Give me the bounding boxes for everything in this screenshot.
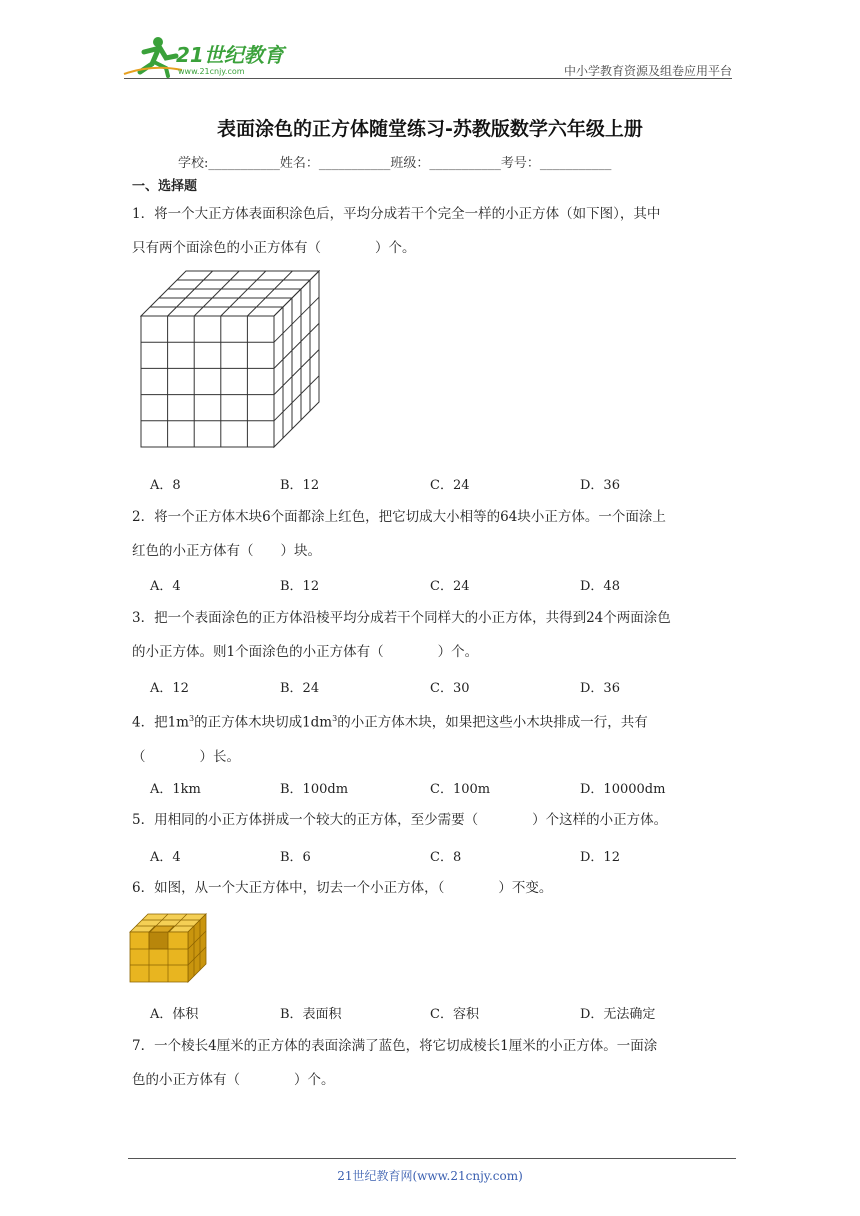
option-c[interactable]: C．24: [430, 579, 470, 594]
section-title: 一、选择题: [132, 179, 198, 194]
option-a[interactable]: A．4: [150, 579, 181, 594]
question-3: [132, 601, 732, 669]
option-c[interactable]: C．100m: [430, 782, 491, 797]
option-c[interactable]: C．8: [430, 850, 462, 865]
question-5: [132, 803, 732, 837]
question-text: 7．一个棱长4厘米的正方体的表面涂满了蓝色，将它切成棱长1厘米的小正方体。一面涂: [132, 1038, 658, 1054]
class-field: 班级：___________: [390, 156, 501, 171]
question-text: 红色的小正方体有（ ）块。: [132, 543, 321, 559]
option-a[interactable]: A．4: [150, 850, 181, 865]
question-text: 1．将一个大正方体表面积涂色后，平均分成若干个完全一样的小正方体（如下图），其中: [132, 206, 661, 222]
footer-text[interactable]: 21世纪教育网(www.21cnjy.com): [337, 1169, 523, 1183]
option-a[interactable]: A．1km: [150, 782, 201, 797]
header-divider: [124, 78, 732, 79]
question-2: [132, 500, 732, 568]
option-a[interactable]: A．体积: [150, 1007, 199, 1022]
option-d[interactable]: D．36: [580, 681, 620, 696]
platform-tagline: 中小学教育资源及组卷应用平台: [563, 64, 732, 78]
question-text: （ ）长。: [132, 748, 240, 765]
option-a[interactable]: A．12: [150, 681, 189, 696]
question-text: 6．如图，从一个大正方体中，切去一个小正方体，（ ）不变。: [132, 880, 553, 896]
question-text: 5．用相同的小正方体拼成一个较大的正方体，至少需要（ ）个这样的小正方体。: [132, 812, 668, 828]
option-c[interactable]: C．容积: [430, 1007, 479, 1022]
option-b[interactable]: B．表面积: [280, 1007, 342, 1022]
footer-divider: [128, 1158, 736, 1159]
question-text: 只有两个面涂色的小正方体有（ ）个。: [132, 240, 416, 256]
question-1: [132, 197, 732, 265]
option-d[interactable]: D．10000dm: [580, 782, 666, 797]
option-b[interactable]: B．100dm: [280, 782, 349, 797]
question-text: 3．把一个表面涂色的正方体沿棱平均分成若干个同样大的小正方体，共得到24个两面涂色: [132, 610, 671, 626]
logo-text: 21世纪教育: [176, 43, 284, 67]
school-field: 学校:___________: [178, 156, 280, 171]
question-6: [132, 871, 732, 905]
option-b[interactable]: B．12: [280, 579, 320, 594]
option-d[interactable]: D．12: [580, 850, 620, 865]
page-title: 表面涂色的正方体随堂练习-苏教版数学六年级上册: [217, 118, 643, 140]
student-info: [178, 152, 611, 171]
number-field: 考号：___________: [500, 156, 612, 171]
question-text: 的小正方体。则1个面涂色的小正方体有（ ）个。: [132, 644, 479, 660]
option-b[interactable]: B．12: [280, 478, 320, 493]
option-d[interactable]: D．48: [580, 579, 620, 594]
question-text: 色的小正方体有（ ）个。: [132, 1072, 335, 1088]
option-b[interactable]: B．6: [280, 850, 311, 865]
option-b[interactable]: B．24: [280, 681, 320, 696]
cube-grid-figure: [140, 270, 320, 454]
cut-cube-figure: [128, 912, 208, 988]
runner-icon: [124, 37, 182, 76]
option-d[interactable]: D．36: [580, 478, 620, 493]
logo-url: www.21cnjy.com: [178, 67, 245, 76]
option-c[interactable]: C．24: [430, 478, 470, 493]
question-4: [132, 702, 732, 774]
question-text: 2．将一个正方体木块6个面都涂上红色，把它切成大小相等的64块小正方体。一个面涂上: [132, 509, 666, 525]
question-7: [132, 1029, 732, 1097]
site-logo: [122, 34, 292, 80]
option-c[interactable]: C．30: [430, 681, 470, 696]
option-d[interactable]: D．无法确定: [580, 1007, 656, 1022]
option-a[interactable]: A．8: [150, 478, 181, 493]
name-field: 姓名：___________: [279, 156, 391, 171]
question-text: 4．把$1m^3$的正方体木块切成$1dm^3$的小正方体木块，如果把这些小木块排成一行，共有: [132, 714, 648, 731]
